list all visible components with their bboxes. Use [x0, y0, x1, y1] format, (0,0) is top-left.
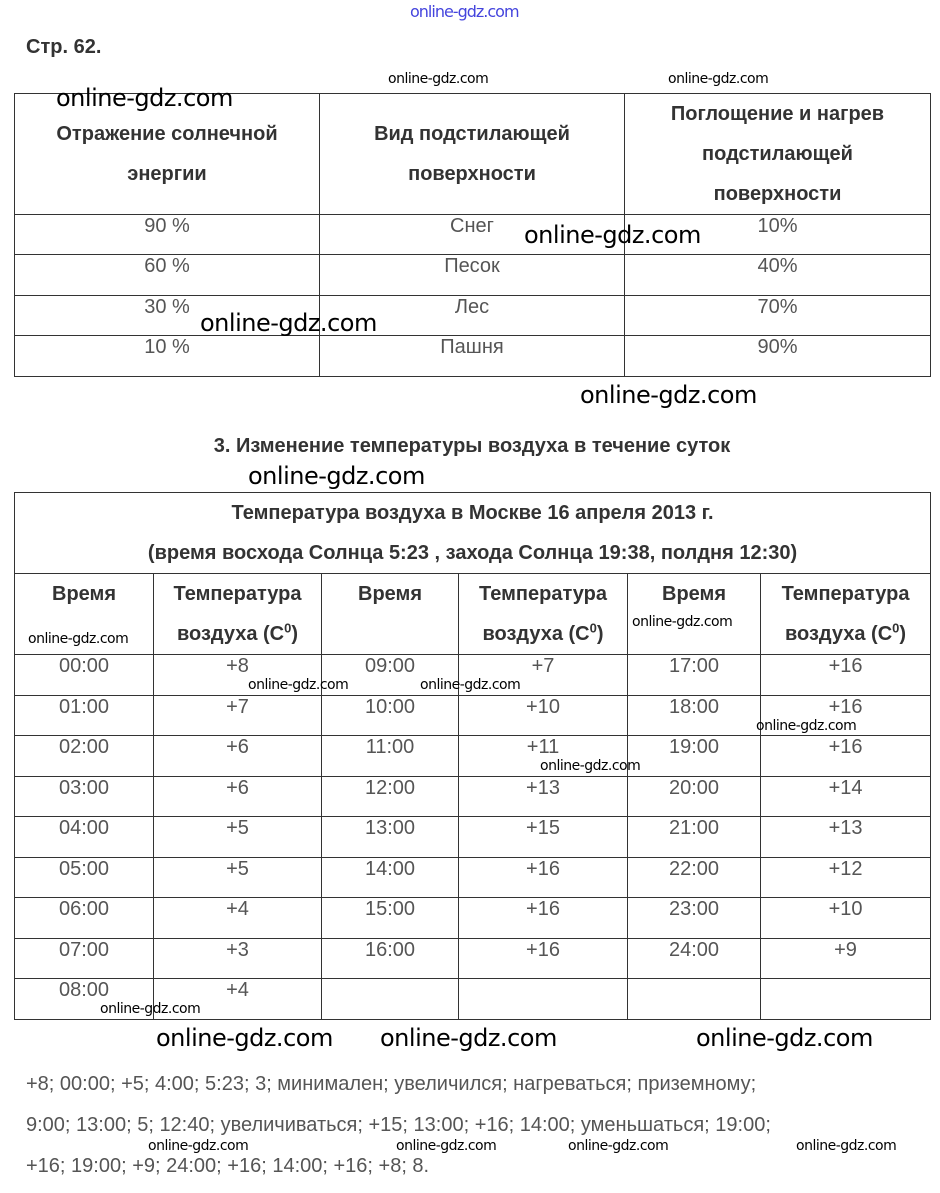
header-reflection: Отражение солнечной энергии — [15, 94, 320, 215]
time-cell: 10:00 — [322, 695, 459, 736]
header-paren: ) — [596, 623, 604, 645]
header-label: Температура воздуха (С — [479, 583, 607, 645]
temperature-cell: +16 — [761, 736, 931, 777]
degree-superscript: 0 — [284, 620, 292, 636]
watermark: online-gdz.com — [248, 462, 425, 490]
time-cell: 02:00 — [15, 736, 154, 777]
temperature-cell: +6 — [154, 736, 322, 777]
cell: 10% — [625, 215, 931, 255]
table-title: Температура воздуха в Москве 16 апреля 2013 г. — [231, 502, 714, 524]
header-label: Температура воздуха (С — [173, 583, 302, 645]
table-row — [15, 817, 931, 858]
degree-superscript: 0 — [589, 620, 597, 636]
temperature-cell — [459, 979, 628, 1020]
time-cell: 21:00 — [628, 817, 761, 858]
table-row — [15, 336, 931, 377]
answer-line: 9:00; 13:00; 5; 12:40; увеличиваться; +15; 13:00; +16; 14:00; уменьшаться; 19:00; — [26, 1114, 771, 1136]
time-cell: 04:00 — [15, 817, 154, 858]
watermark: online-gdz.com — [796, 1138, 897, 1154]
temperature-cell: +16 — [459, 938, 628, 979]
table-row — [15, 857, 931, 898]
temperature-cell: +10 — [761, 898, 931, 939]
temperature-cell: +3 — [154, 938, 322, 979]
time-cell: 17:00 — [628, 655, 761, 696]
temperature-cell — [761, 979, 931, 1020]
cell: 90 % — [15, 215, 320, 255]
table-subtitle: (время восхода Солнца 5:23 , захода Солнца 19:38, полдня 12:30) — [147, 542, 798, 564]
watermark: online-gdz.com — [396, 1138, 497, 1154]
watermark: online-gdz.com — [148, 1138, 249, 1154]
watermark: online-gdz.com — [632, 614, 733, 630]
cell: 40% — [625, 255, 931, 296]
time-cell: 03:00 — [15, 776, 154, 817]
section-title: 3. Изменение температуры воздуха в течение суток — [213, 435, 731, 457]
watermark: online-gdz.com — [540, 758, 641, 774]
temperature-cell: +7 — [459, 655, 628, 696]
table-row — [15, 736, 931, 777]
time-cell: 15:00 — [322, 898, 459, 939]
watermark: online-gdz.com — [668, 71, 769, 87]
degree-superscript: 0 — [892, 620, 900, 636]
cell: 10 % — [15, 336, 320, 377]
header-paren: ) — [291, 623, 299, 645]
header-paren: ) — [899, 623, 907, 645]
header-time — [322, 574, 459, 655]
watermark: online-gdz.com — [388, 71, 489, 87]
temperature-cell: +11 — [459, 736, 628, 777]
table-row — [15, 776, 931, 817]
temperature-cell: +13 — [459, 776, 628, 817]
time-cell — [628, 979, 761, 1020]
header-label: Температура воздуха (С — [781, 583, 910, 645]
time-cell: 01:00 — [15, 695, 154, 736]
watermark: online-gdz.com — [580, 381, 757, 409]
temperature-cell: +16 — [761, 655, 931, 696]
time-cell: 09:00 — [322, 655, 459, 696]
time-cell: 22:00 — [628, 857, 761, 898]
surface-table — [14, 93, 931, 377]
time-cell: 06:00 — [15, 898, 154, 939]
temperature-cell: +14 — [761, 776, 931, 817]
watermark: online-gdz.com — [200, 309, 377, 337]
temperature-cell: +13 — [761, 817, 931, 858]
cell: 90% — [625, 336, 931, 377]
time-cell: 05:00 — [15, 857, 154, 898]
watermark: online-gdz.com — [248, 677, 349, 693]
time-cell: 19:00 — [628, 736, 761, 777]
table-row — [15, 938, 931, 979]
temperature-cell: +9 — [761, 938, 931, 979]
time-cell: 11:00 — [322, 736, 459, 777]
time-cell: 00:00 — [15, 655, 154, 696]
time-cell: 18:00 — [628, 695, 761, 736]
time-cell: 16:00 — [322, 938, 459, 979]
watermark: online-gdz.com — [568, 1138, 669, 1154]
answer-line: +8; 00:00; +5; 4:00; 5:23; 3; минимален; увеличился; нагреваться; приземному; — [26, 1073, 757, 1095]
temperature-cell: +16 — [459, 898, 628, 939]
watermark: online-gdz.com — [28, 631, 129, 647]
header-label: Время — [358, 583, 422, 605]
header-temperature — [459, 574, 628, 655]
temperature-cell: +6 — [154, 776, 322, 817]
watermark: online-gdz.com — [156, 1024, 333, 1052]
table-header-row — [15, 574, 931, 655]
watermark: online-gdz.com — [756, 718, 857, 734]
temperature-cell: +15 — [459, 817, 628, 858]
temperature-table — [14, 492, 931, 1020]
temperature-cell: +5 — [154, 857, 322, 898]
watermark: online-gdz.com — [524, 221, 701, 249]
watermark: online-gdz.com — [420, 677, 521, 693]
temperature-cell: +7 — [154, 695, 322, 736]
time-cell: 20:00 — [628, 776, 761, 817]
time-cell — [322, 979, 459, 1020]
watermark: online-gdz.com — [696, 1024, 873, 1052]
header-label: Время — [52, 583, 116, 605]
watermark: online-gdz.com — [380, 1024, 557, 1052]
table-row — [15, 898, 931, 939]
temperature-cell: +4 — [154, 898, 322, 939]
temperature-cell: +12 — [761, 857, 931, 898]
time-cell: 07:00 — [15, 938, 154, 979]
header-watermark: online-gdz.com — [410, 2, 519, 21]
cell: Пашня — [320, 336, 625, 377]
cell: Лес — [320, 296, 625, 336]
page-label: Стр. 62. — [26, 36, 102, 58]
answer-line: +16; 19:00; +9; 24:00; +16; 14:00; +16; +8; 8. — [26, 1155, 430, 1177]
time-cell: 08:00 — [15, 979, 154, 1020]
temperature-cell: +16 — [761, 695, 931, 736]
cell: 60 % — [15, 255, 320, 296]
time-cell: 13:00 — [322, 817, 459, 858]
cell: 30 % — [15, 296, 320, 336]
watermark: online-gdz.com — [56, 84, 233, 112]
header-absorption: Поглощение и нагрев подстилающей поверхности — [625, 94, 931, 215]
time-cell: 24:00 — [628, 938, 761, 979]
temperature-cell: +8 — [154, 655, 322, 696]
header-temperature — [761, 574, 931, 655]
header-label: Время — [662, 583, 726, 605]
time-cell: 12:00 — [322, 776, 459, 817]
header-surface: Вид подстилающей поверхности — [320, 94, 625, 215]
temperature-cell: +4 — [154, 979, 322, 1020]
time-cell: 23:00 — [628, 898, 761, 939]
table-row — [15, 255, 931, 296]
table-title-row — [15, 493, 931, 574]
time-cell: 14:00 — [322, 857, 459, 898]
watermark: online-gdz.com — [100, 1001, 201, 1017]
header-temperature — [154, 574, 322, 655]
cell: Снег — [320, 215, 625, 255]
table-row — [15, 296, 931, 336]
temperature-cell: +10 — [459, 695, 628, 736]
cell: 70% — [625, 296, 931, 336]
cell: Песок — [320, 255, 625, 296]
table-row — [15, 215, 931, 255]
temperature-cell: +5 — [154, 817, 322, 858]
temperature-cell: +16 — [459, 857, 628, 898]
